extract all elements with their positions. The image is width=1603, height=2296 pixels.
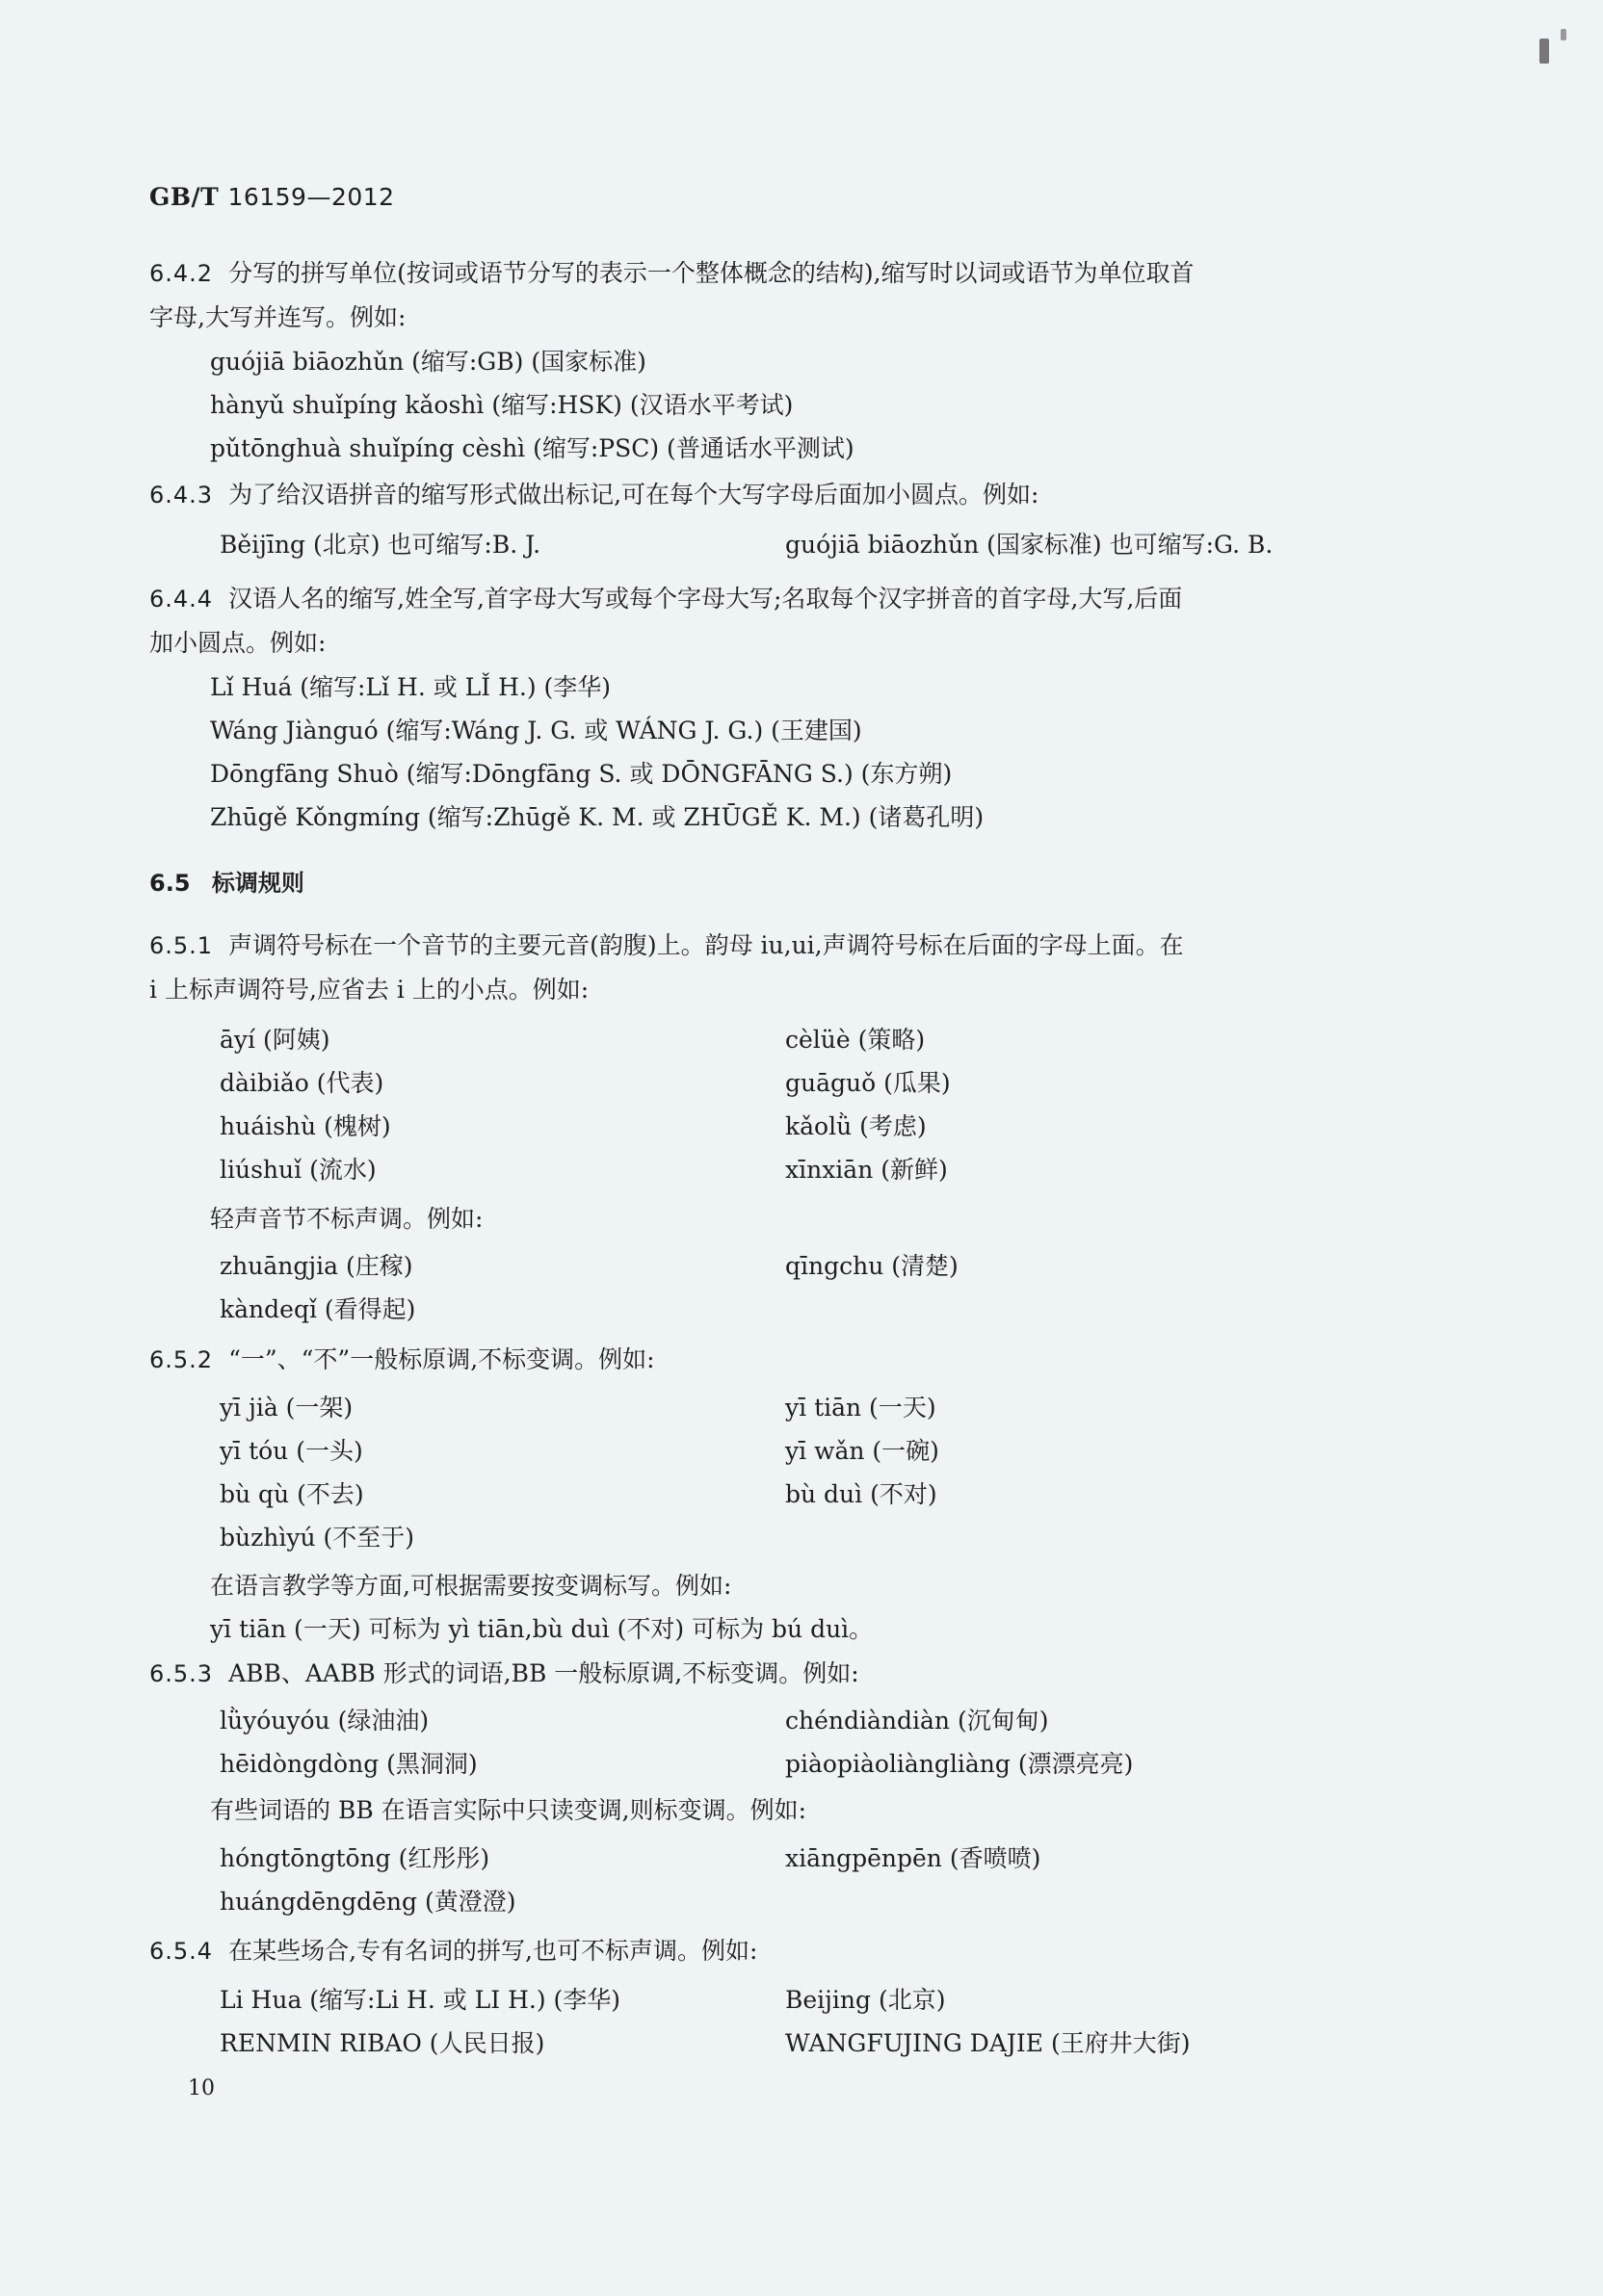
example: hēidòngdòng (黑洞洞)	[220, 1750, 478, 1778]
example: chéndiàndiàn (沉甸甸)	[785, 1707, 1049, 1735]
clause-642-line1	[149, 252, 1195, 295]
clause-number: 6.5.2	[149, 1346, 214, 1373]
clause-number: 6.4.2	[149, 260, 214, 287]
clause-number: 6.5.1	[149, 932, 214, 959]
clause-644-line1	[149, 578, 1182, 620]
example: lǜyóuyóu (绿油油)	[220, 1707, 430, 1735]
clause-654-line1	[149, 1930, 757, 1972]
example: Zhūgě Kǒngmíng (缩写:Zhūgě K. M. 或 ZHŪGĚ K. M.) (诸葛孔明)	[210, 803, 985, 831]
page-number: 10	[188, 2076, 215, 2100]
standard-number: 16159—2012	[227, 183, 395, 211]
example: āyí (阿姨)	[220, 1026, 330, 1054]
note-text: 有些词语的 BB 在语言实际中只读变调,则标变调。例如:	[210, 1796, 807, 1824]
example: zhuāngjia (庄稼)	[220, 1252, 413, 1280]
example: WANGFUJING DAJIE (王府井大街)	[785, 2029, 1191, 2057]
example: huángdēngdēng (黄澄澄)	[220, 1888, 516, 1916]
clause-653-line1	[149, 1653, 859, 1695]
example: xīnxiān (新鲜)	[785, 1156, 948, 1184]
note-text: 在语言教学等方面,可根据需要按变调标写。例如:	[210, 1572, 732, 1600]
clause-text: 分写的拼写单位(按词或语节分写的表示一个整体概念的结构),缩写时以词或语节为单位取首	[228, 259, 1195, 287]
clause-651-line1	[149, 925, 1184, 967]
example: cèlüè (策略)	[785, 1026, 926, 1054]
example: Li Hua (缩写:Li H. 或 LI H.) (李华)	[220, 1986, 621, 2014]
example: yī tiān (一天)	[785, 1394, 936, 1422]
example: hànyǔ shuǐpíng kǎoshì (缩写:HSK) (汉语水平考试)	[210, 391, 794, 419]
example: yī wǎn (一碗)	[785, 1437, 939, 1465]
clause-642-line2: 字母,大写并连写。例如:	[149, 303, 407, 331]
clause-text: 汉语人名的缩写,姓全写,首字母大写或每个字母大写;名取每个汉字拼音的首字母,大写,后面	[228, 585, 1183, 613]
example: yī jià (一架)	[220, 1394, 354, 1422]
example: kǎolǜ (考虑)	[785, 1112, 927, 1140]
example: guójiā biāozhǔn (缩写:GB) (国家标准)	[210, 348, 646, 376]
clause-number: 6.4.4	[149, 586, 214, 613]
scan-mark	[1561, 29, 1566, 40]
clause-text: 为了给汉语拼音的缩写形式做出标记,可在每个大写字母后面加小圆点。例如:	[228, 481, 1039, 509]
clause-text: 在某些场合,专有名词的拼写,也可不标声调。例如:	[228, 1937, 758, 1965]
example: bù duì (不对)	[785, 1480, 937, 1508]
example: piàopiàoliàngliàng (漂漂亮亮)	[785, 1750, 1134, 1778]
clause-652-line1	[149, 1339, 655, 1381]
clause-644-line2: 加小圆点。例如:	[149, 629, 327, 657]
standard-header	[149, 183, 395, 211]
example: huáishù (槐树)	[220, 1112, 391, 1140]
example: Lǐ Huá (缩写:Lǐ H. 或 LǏ H.) (李华)	[210, 673, 612, 701]
section-title: 标调规则	[211, 870, 304, 897]
section-number: 6.5	[149, 870, 191, 897]
example: Beijing (北京)	[785, 1986, 946, 2014]
example: kàndeqǐ (看得起)	[220, 1295, 416, 1323]
note-text: 轻声音节不标声调。例如:	[210, 1205, 484, 1233]
clause-text: 声调符号标在一个音节的主要元音(韵腹)上。韵母 iu,ui,声调符号标在后面的字母上面。在	[228, 931, 1184, 959]
example: pǔtōnghuà shuǐpíng cèshì (缩写:PSC) (普通话水平测试)	[210, 434, 854, 462]
example: guójiā biāozhǔn (国家标准) 也可缩写:G. B.	[785, 531, 1274, 559]
clause-text: ABB、AABB 形式的词语,BB 一般标原调,不标变调。例如:	[228, 1659, 859, 1687]
clause-651-line2: i 上标声调符号,应省去 i 上的小点。例如:	[149, 976, 590, 1004]
clause-text: “一”、“不”一般标原调,不标变调。例如:	[228, 1345, 655, 1373]
example: RENMIN RIBAO (人民日报)	[220, 2029, 545, 2057]
example: Wáng Jiànguó (缩写:Wáng J. G. 或 WÁNG J. G.) (王建国)	[210, 717, 862, 744]
section-heading	[149, 864, 304, 898]
example: hóngtōngtōng (红彤彤)	[220, 1844, 490, 1872]
example: liúshuǐ (流水)	[220, 1156, 377, 1184]
example: bù qù (不去)	[220, 1480, 364, 1508]
example: dàibiǎo (代表)	[220, 1069, 384, 1097]
standard-prefix: GB/T	[149, 183, 220, 211]
example: qīngchu (清楚)	[785, 1252, 959, 1280]
clause-643-line1	[149, 474, 1038, 516]
clause-number: 6.5.3	[149, 1660, 214, 1687]
example: bùzhìyú (不至于)	[220, 1524, 415, 1552]
example: xiāngpēnpēn (香喷喷)	[785, 1844, 1041, 1872]
example: yī tóu (一头)	[220, 1437, 363, 1465]
example: Dōngfāng Shuò (缩写:Dōngfāng S. 或 DŌNGFĀNG S.) (东方朔)	[210, 760, 953, 788]
scan-mark	[1539, 39, 1549, 64]
example: guāguǒ (瓜果)	[785, 1069, 951, 1097]
clause-number: 6.4.3	[149, 482, 214, 509]
clause-number: 6.5.4	[149, 1938, 214, 1965]
example: yī tiān (一天) 可标为 yì tiān,bù duì (不对) 可标为 bú duì。	[210, 1615, 874, 1643]
example: Běijīng (北京) 也可缩写:B. J.	[220, 531, 541, 559]
